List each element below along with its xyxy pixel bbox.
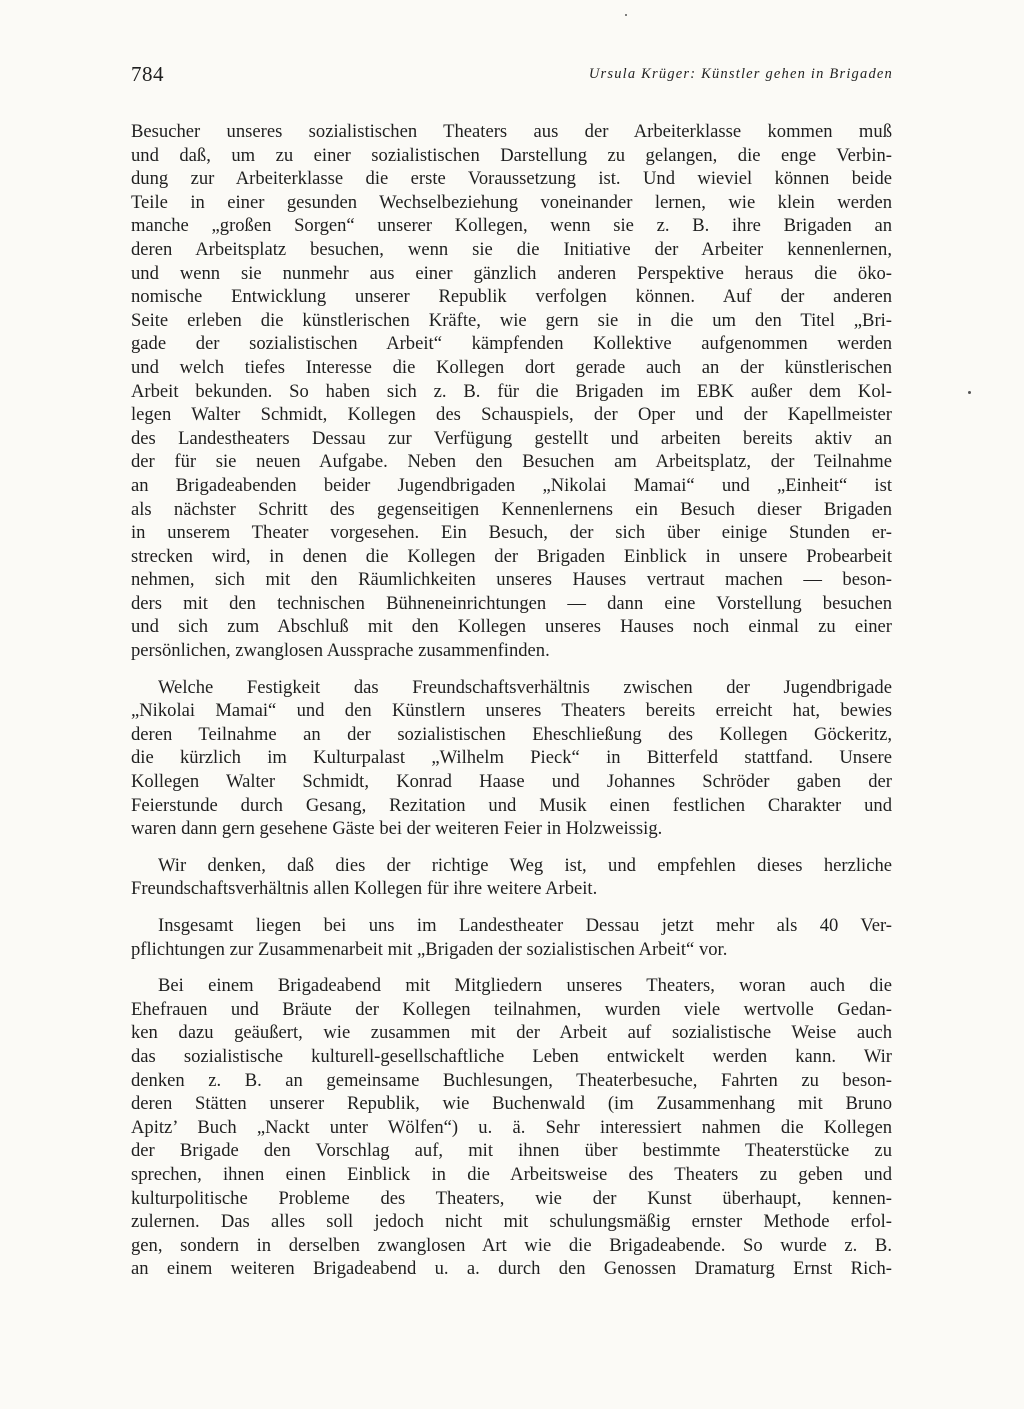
text-line: nehmen, sich mit den Räumlichkeiten unseres Hauses vertraut machen — beson- [131, 569, 892, 591]
text-line: Apitz’ Buch „Nackt unter Wölfen“) u. ä. Sehr interessiert nahmen die Kollegen [131, 1116, 892, 1138]
text-line: manche „großen Sorgen“ unserer Kollegen, wenn sie z. B. ihre Brigaden an [131, 215, 892, 237]
text-line: ken dazu geäußert, wie zusammen mit der Arbeit auf sozialistische Weise auch [131, 1022, 892, 1044]
text-line: sprechen, ihnen einen Einblick in die Arbeitsweise des Theaters zu geben und [131, 1163, 892, 1185]
text-line: denken z. B. an gemeinsame Buchlesungen, Theaterbesuche, Fahrten zu beson- [131, 1069, 892, 1091]
text-line: pflichtungen zur Zusammenarbeit mit „Brigaden der sozialistischen Arbeit“ vor. [131, 938, 728, 960]
text-line: ders mit den technischen Bühneneinrichtungen — dann eine Vorstellung besuchen [131, 592, 892, 614]
text-line: an Brigadeabenden beider Jugendbrigaden „Nikolai Mamai“ und „Einheit“ ist [131, 474, 892, 496]
paragraph-gap [131, 841, 892, 854]
text-line: gen, sondern in derselben zwanglosen Art wie die Brigadeabende. So wurde z. B. [131, 1234, 892, 1256]
text-line: in unserem Theater vorgesehen. Ein Besuch, der sich über einige Stunden er- [131, 522, 892, 544]
text-line: deren Arbeitsplatz besuchen, wenn sie die Initiative der Arbeiter kennenlernen, [131, 238, 892, 260]
text-line: legen Walter Schmidt, Kollegen des Schauspiels, der Oper und der Kapellmeister [131, 404, 892, 426]
paragraph [131, 914, 892, 961]
text-line: der Brigade den Vorschlag auf, mit ihnen über bestimmte Theaterstücke zu [131, 1140, 892, 1162]
scan-speck [625, 14, 627, 16]
text-line: persönlichen, zwanglosen Aussprache zusammenfinden. [131, 640, 550, 662]
paragraph-gap [131, 901, 892, 914]
text-line: Feierstunde durch Gesang, Rezitation und Musik einen festlichen Charakter und [131, 794, 892, 816]
scan-speck [968, 391, 971, 394]
text-line: Arbeit bekunden. So haben sich z. B. für die Brigaden im EBK außer dem Kol- [131, 380, 892, 402]
text-line: Bei einem Brigadeabend mit Mitgliedern unseres Theaters, woran auch die [158, 975, 892, 997]
text-line: und wenn sie nunmehr aus einer gänzlich anderen Perspektive heraus die öko- [131, 262, 892, 284]
text-line: deren Teilnahme an der sozialistischen Eheschließung des Kollegen Göckeritz, [131, 723, 892, 745]
running-title: Ursula Krüger: Künstler gehen in Brigaden [588, 66, 893, 82]
text-line: Freundschaftsverhältnis allen Kollegen für ihre weitere Arbeit. [131, 878, 598, 900]
paragraph [131, 854, 892, 901]
text-line: „Nikolai Mamai“ und den Künstlern unseres Theaters bereits erreicht hat, bewies [131, 700, 892, 722]
text-line: Welche Festigkeit das Freundschaftsverhältnis zwischen der Jugendbrigade [158, 676, 892, 698]
text-line: zulernen. Das alles soll jedoch nicht mit schulungsmäßig ernster Methode erfol- [131, 1211, 892, 1233]
text-line: des Landestheaters Dessau zur Verfügung gestellt und arbeiten bereits aktiv an [131, 427, 892, 449]
text-line: waren dann gern gesehene Gäste bei der weiteren Feier in Holzweissig. [131, 818, 663, 840]
text-line: deren Stätten unserer Republik, wie Buchenwald (im Zusammenhang mit Bruno [131, 1093, 892, 1115]
body-text [131, 120, 892, 1281]
text-line: an einem weiteren Brigadeabend u. a. durch den Genossen Dramaturg Ernst Rich- [131, 1258, 892, 1280]
text-line: nomische Entwicklung unserer Republik verfolgen können. Auf der anderen [131, 286, 892, 308]
paragraph-gap [131, 961, 892, 974]
text-line: Besucher unseres sozialistischen Theaters aus der Arbeiterklasse kommen muß [131, 121, 892, 142]
text-line: Teile in einer gesunden Wechselbeziehung voneinander lernen, wie klein werden [131, 191, 892, 213]
paragraph [131, 120, 892, 663]
text-line: Wir denken, daß dies der richtige Weg ist, und empfehlen dieses herzliche [158, 854, 892, 876]
text-line: Insgesamt liegen bei uns im Landestheater Dessau jetzt mehr als 40 Ver- [158, 915, 892, 936]
paragraph [131, 676, 892, 841]
paragraph [131, 974, 892, 1281]
text-line: gade der sozialistischen Arbeit“ kämpfenden Kollektive aufgenommen werden [131, 333, 892, 355]
text-line: das sozialistische kulturell-gesellschaftliche Leben entwickelt werden kann. Wir [131, 1045, 892, 1067]
text-line: die kürzlich im Kulturpalast „Wilhelm Pieck“ in Bitterfeld stattfand. Unsere [131, 747, 892, 769]
text-line: als nächster Schritt des gegenseitigen Kennenlernens ein Besuch dieser Brigaden [131, 498, 892, 520]
text-line: strecken wird, in denen die Kollegen der Brigaden Einblick in unsere Probearbeit [131, 545, 892, 567]
page-number: 784 [131, 62, 164, 86]
text-line: und sich zum Abschluß mit den Kollegen unseres Hauses noch einmal zu einer [131, 616, 892, 638]
text-line: Kollegen Walter Schmidt, Konrad Haase und Johannes Schröder gaben der [131, 771, 892, 793]
paragraph-gap [131, 663, 892, 676]
text-line: Seite erleben die künstlerischen Kräfte, wie gern sie in die um den Titel „Bri- [131, 309, 892, 331]
text-line: der für sie neuen Aufgabe. Neben den Besuchen am Arbeitsplatz, der Teilnahme [131, 451, 892, 473]
text-line: dung zur Arbeiterklasse die erste Voraussetzung ist. Und wieviel können beide [131, 168, 892, 190]
text-line: kulturpolitische Probleme des Theaters, wie der Kunst überhaupt, kennen- [131, 1187, 892, 1209]
text-line: Ehefrauen und Bräute der Kollegen teilnahmen, wurden viele wertvolle Gedan- [131, 998, 892, 1020]
page-header [131, 62, 893, 94]
text-line: und daß, um zu einer sozialistischen Darstellung zu gelangen, die enge Verbin- [131, 144, 892, 166]
text-line: und welch tiefes Interesse die Kollegen dort gerade auch an der künstlerischen [131, 356, 892, 378]
